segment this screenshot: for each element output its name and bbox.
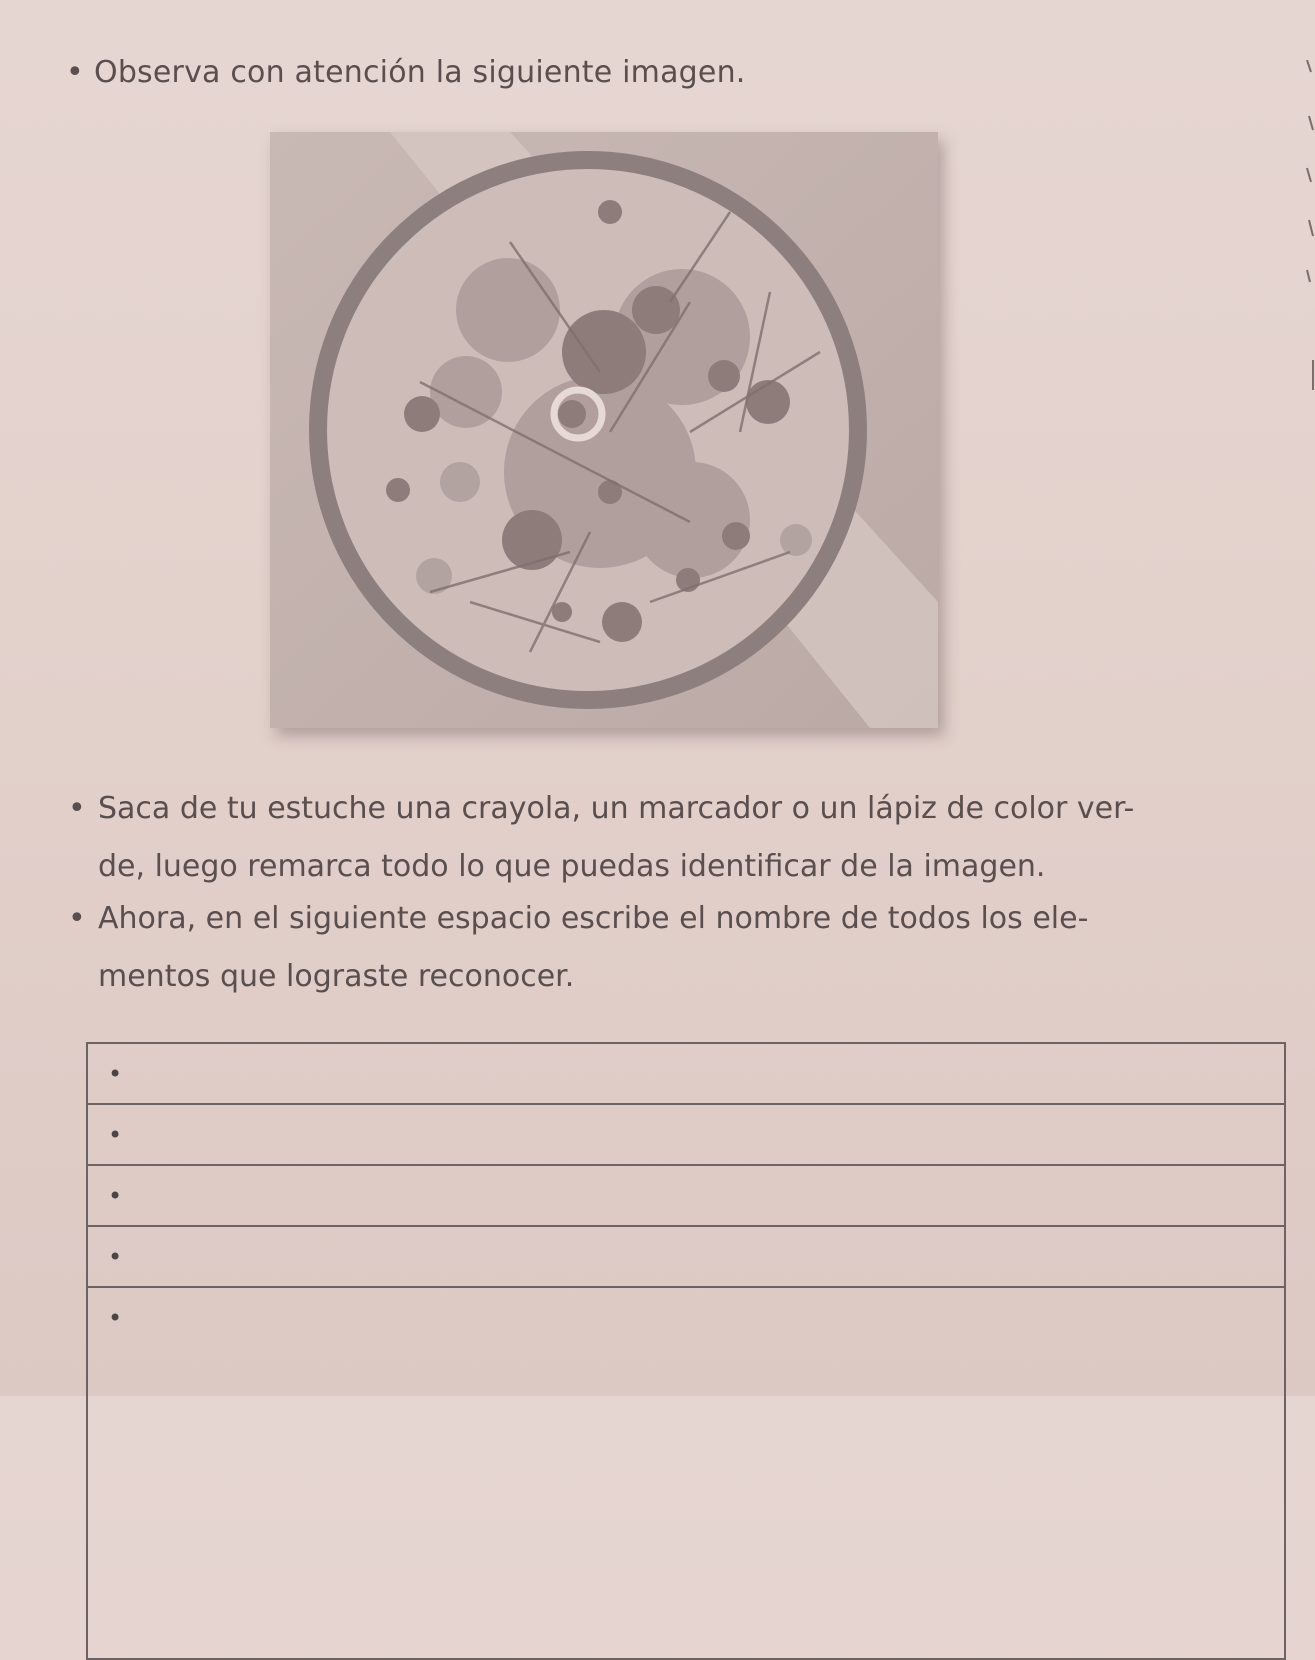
bullet-icon: • xyxy=(108,1121,123,1149)
bullet-icon: • xyxy=(108,1304,123,1332)
instruction-color-line1: Saca de tu estuche una crayola, un marcador o un lápiz de color ver- xyxy=(98,791,1135,826)
instruction-color xyxy=(68,780,1298,896)
instruction-observe xyxy=(66,44,746,102)
instruction-write xyxy=(68,890,1298,1006)
answer-box xyxy=(86,1042,1286,1660)
bullet-icon: • xyxy=(68,901,86,936)
answer-row[interactable] xyxy=(88,1105,1284,1166)
abstract-circles-artwork xyxy=(270,132,938,728)
answer-row[interactable] xyxy=(88,1044,1284,1105)
instruction-observe-text: Observa con atención la siguiente imagen. xyxy=(94,55,746,90)
bullet-icon: • xyxy=(66,55,84,90)
answer-row[interactable] xyxy=(88,1166,1284,1227)
bullet-icon: • xyxy=(108,1060,123,1088)
instruction-write-line2: mentos que lograste reconocer. xyxy=(98,959,575,994)
answer-row[interactable] xyxy=(88,1288,1284,1349)
page-edge-marks xyxy=(1301,60,1315,400)
bullet-icon: • xyxy=(108,1243,123,1271)
bullet-icon: • xyxy=(108,1182,123,1210)
bullet-icon: • xyxy=(68,791,86,826)
instruction-write-line1: Ahora, en el siguiente espacio escribe el nombre de todos los ele- xyxy=(98,901,1089,936)
answer-row[interactable] xyxy=(88,1227,1284,1288)
instruction-color-line2: de, luego remarca todo lo que puedas identificar de la imagen. xyxy=(98,849,1046,884)
